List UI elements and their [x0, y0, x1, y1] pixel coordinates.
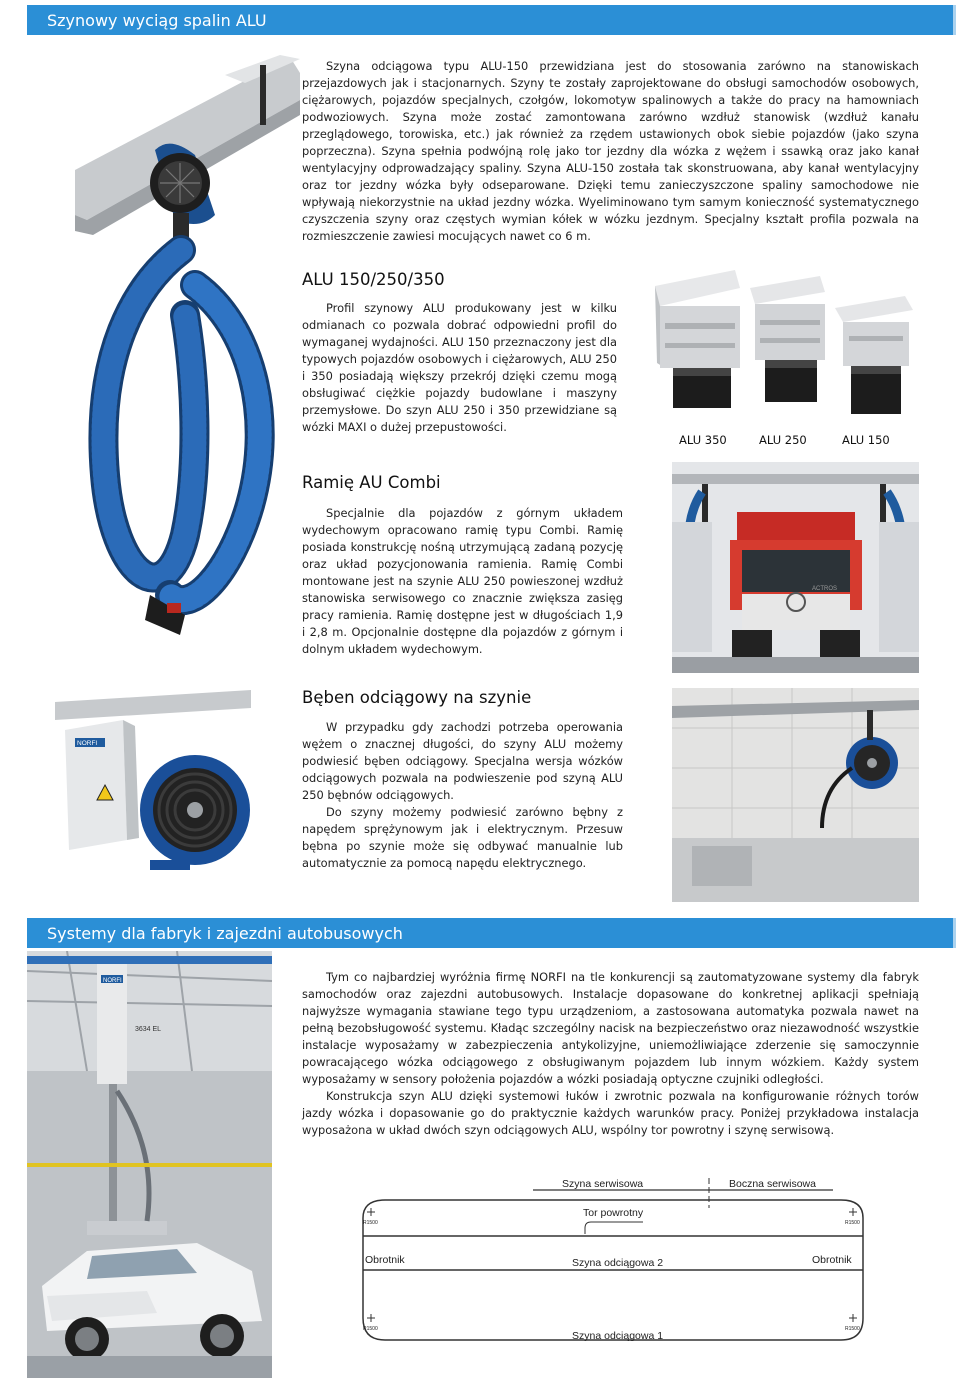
intro-text: Szyna odciągowa typu ALU-150 przewidziana jest do stosowania zarówno na stanowiskach przejazdowych jak i stacjonarnych. Szyny te zostały zaprojektowane do obsługi samochodów osobowych, ciężarowych, pojazdów specjalnych, czołgów, lokomotyw spalinowych a także do pracy na hamowniach podwoziowych. Szyna może zostać zamontowana zarówno wzdłuż stanowisk (wzdłuż kanału przeglądowego, torowiska, etc.) jak również za rzędem ustawionych obok siebie pojazdów (jako szyna poprzeczna). Szyna spełnia podwójną rolę jako tor jezdny dla wózka z wężem i ssawką oraz jako kanał wentylacyjny odprowadzający spaliny. Szyna ALU-150 została tak skonstruowana, aby kanał wentylacyjny oraz tor jezdny wózka były odseparowane. Dzięki temu zanieczyszczone spaliny samochodowe nie wpływają niekorzystnie na układ jezdny wózka. Wyeliminowano tym samym konieczność systematycznego czyszczenia szyny oraz częstych wymian kółek w wózku jezdnym. Specjalny kształt profila pozwala na rozmieszczenie zawiesi mocujących nawet co 6 m. [302, 59, 919, 243]
alu-text: Profil szynowy ALU produkowany jest w kilku odmianach co pozwala dobrać odpowiedni profil do wymaganej wydajności. ALU 150 przeznaczony jest dla typowych pojazdów osobowych i ciężarowych, ALU 250 i 350 posiadają większy przekrój dzięki czemu mogą obsługiwać ciężkie pojazdy budowlane i maszyny przemysłowe. Do szyn ALU 250 i 350 przewidziane są wózki MAXI o dużej przepustowości. [302, 301, 617, 434]
alu-heading: ALU 150/250/350 [302, 270, 445, 289]
ramie-text: Specjalnie dla pojazdów z górnym układem wydechowym opracowano ramię typu Combi. Ramię posiada konstrukcję nośną utrzymującą zadaną pozycję oraz układ pozycjonowania ramienia. Ramię Combi montowane jest na szynie ALU 250 powieszonej wzdłuż stanowiska serwisowego co znacznie zwiększa zasięg pracy ramienia. Ramię dostępne jest w długościach 1,9 i 2,8 m. Opcjonalnie dostępne dla pojazdów z górnym i dolnym układem wydechowym. [302, 506, 623, 656]
intro-paragraph [302, 58, 919, 245]
label-szyna-odciagowa-1: Szyna odciągowa 1 [572, 1330, 664, 1342]
label-radius-4: R1500 [845, 1326, 860, 1332]
truck-badge: ACTROS [812, 586, 838, 592]
label-tor-powrotny: Tor powrotny [583, 1207, 644, 1219]
truck-service-photo [672, 462, 919, 673]
label-szyna-odciagowa-2: Szyna odciągowa 2 [572, 1257, 664, 1269]
label-radius-1: R1500 [363, 1220, 378, 1226]
beben-text-1: W przypadku gdy zachodzi potrzeba operowania wężem o znacznej długości, do szyny ALU możemy podwiesić bęben odciągowy. Specjalna wersja wózków odciągowych pozwala na podwieszenie pod szyną ALU 250 bębnów odciągowych. [302, 720, 623, 802]
systemy-text-2: Konstrukcja szyn ALU dzięki systemowi łuków i zwrotnic pozwala na konfigurowanie różnych torów jazdy wózka i dopasowanie go do praktycznie każdych warunków pracy. Poniżej przykładowa instalacja wyposażona w układ dwóch szyn odciągowych ALU, wspólny tor powrotny i szynę serwisową. [302, 1089, 919, 1137]
caption-alu-150: ALU 150 [842, 433, 890, 447]
label-radius-3: R1500 [363, 1326, 378, 1332]
factory-hall-code: 3634 EL [135, 1026, 162, 1033]
systemy-paragraph [302, 969, 919, 1139]
caption-alu-350: ALU 350 [679, 433, 727, 447]
beben-text-2: Do szyny możemy podwiesić zarówno bębny z napędem sprężynowym jak i elektrycznym. Przesuw bębna po szynie może się odbywać manualnie lub automatycznie za pomocą napędu elektrycznego. [302, 805, 623, 870]
hose-rail-photo [75, 55, 300, 640]
label-radius-2: R1500 [845, 1220, 860, 1226]
label-obrotnik-right: Obrotnik [812, 1254, 852, 1266]
label-obrotnik-left: Obrotnik [365, 1254, 405, 1266]
label-szyna-serwisowa: Szyna serwisowa [562, 1178, 644, 1190]
factory-norfi-label: NORFI [103, 978, 122, 984]
label-boczna-serwisowa: Boczna serwisowa [729, 1178, 816, 1190]
section-title-2: Systemy dla fabryk i zajezdni autobusowych [47, 923, 403, 943]
diagram-return-arrow [585, 1222, 643, 1234]
factory-car-photo [27, 951, 272, 1378]
beben-heading: Bęben odciągowy na szynie [302, 688, 532, 707]
ramie-heading: Ramię AU Combi [302, 473, 441, 492]
reel-norfi-label: NORFI [77, 740, 98, 747]
ramie-paragraph [302, 505, 623, 658]
alu-profiles-photo [645, 268, 925, 426]
reel-workshop-photo [672, 688, 919, 902]
reel-drum-photo [55, 690, 251, 890]
section-title: Szynowy wyciąg spalin ALU [47, 10, 267, 30]
caption-alu-250: ALU 250 [759, 433, 807, 447]
section-title-band-2 [27, 918, 956, 948]
section-title-band [27, 5, 956, 35]
systemy-text-1: Tym co najbardziej wyróżnia firmę NORFI na tle konkurencji są zautomatyzowane systemy dla fabryk samochodów oraz zajezdni autobusowych. Instalacje dopasowane do konkretnej aplikacji spełniają najwyższe wymagania stawiane tego typu urządzeniom, a zastosowana automatyka pozwala nawet na pełną bezobsługowość systemu. Kładąc szczególny nacisk na bezpieczeństwo oraz niezawodność wszystkie instalacje wyposażamy w zabezpieczenia antykolizyjne, uniemożliwiające zderzenie się samoczynnie powracającego wózka odciągowego z obsługiwanym pojazdem lub innym wózkiem. Każdy system wyposażamy w sensory położenia pojazdów a wózki posiadają optyczne czujniki odległości. [302, 970, 919, 1086]
alu-paragraph [302, 300, 617, 436]
beben-paragraph [302, 719, 623, 872]
rail-layout-diagram [333, 1166, 893, 1350]
